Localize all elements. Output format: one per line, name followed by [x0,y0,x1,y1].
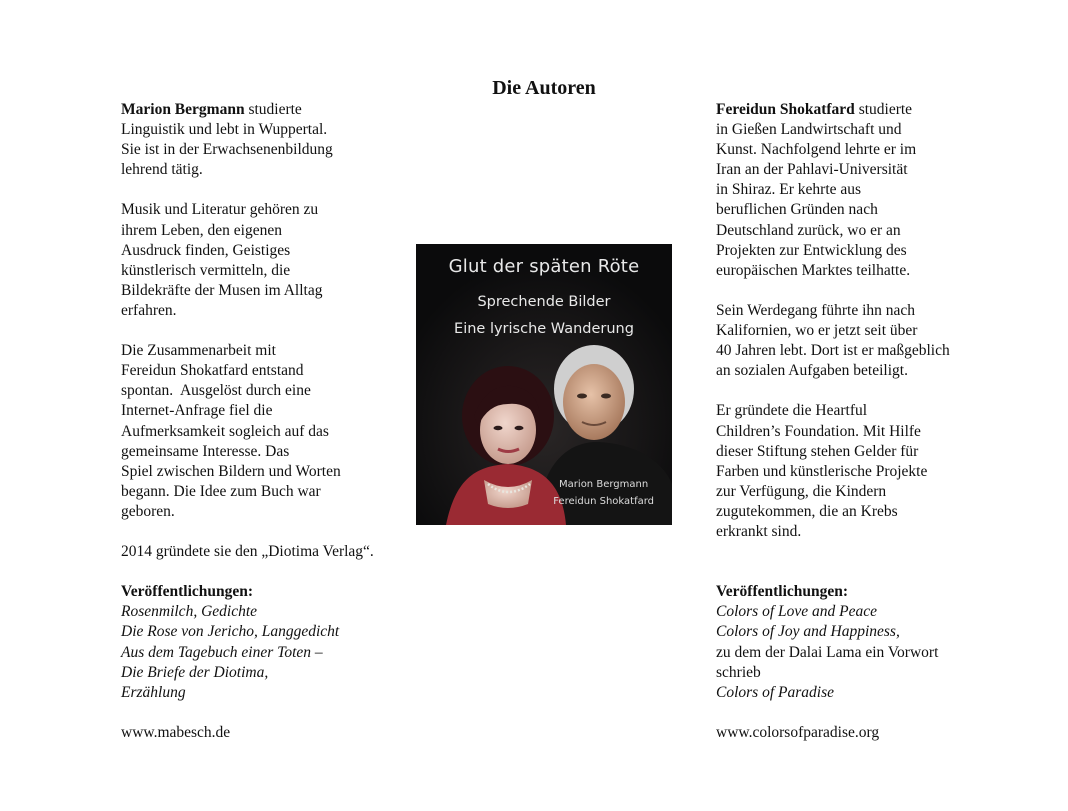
right-para2-line: 40 Jahren lebt. Dort ist er maßgeblich [716,342,950,360]
left-para3-line: Internet-Anfrage fiel die [121,402,273,420]
left-para2-line: Musik und Literatur gehören zu [121,201,319,219]
cover-subtitle: Eine lyrische Wanderung [454,321,634,337]
left-para4-line: 2014 gründete sie den „Diotima Verlag“. [121,543,374,561]
left-intro-line: Sie ist in der Erwachsenenbildung [121,141,333,159]
left-publication-item: Die Rose von Jericho, Langgedicht [121,623,340,641]
left-para3-line: geboren. [121,502,175,520]
right-website-link[interactable]: www.colorsofparadise.org [716,723,880,741]
left-para2-line: Bildekräfte der Musen im Alltag [121,281,323,299]
left-publication-item: Aus dem Tagebuch einer Toten – [121,643,323,661]
left-intro-line: Linguistik und lebt in Wuppertal. [121,121,328,139]
cover-title: Glut der späten Röte [448,256,640,277]
right-intro-line: Projekten zur Entwicklung des [716,241,907,259]
author-column-right [716,100,1016,743]
right-publication-item: Colors of Paradise [716,683,834,701]
right-author-name: Fereidun Shokatfard [716,101,855,118]
page-title: Die Autoren [492,77,596,99]
right-intro-line: Deutschland zurück, wo er an [716,221,901,239]
left-publication-item: Rosenmilch, Gedichte [121,603,258,621]
left-publication-item: Erzählung [121,683,186,701]
right-publication-item: Colors of Joy and Happiness, [716,623,900,641]
left-para2-line: Ausdruck finden, Geistiges [121,241,291,259]
left-para3-line: Fereidun Shokatfard entstand [121,362,304,380]
left-para3-line: Spiel zwischen Bildern und Worten [121,462,341,480]
right-publication-item: Colors of Love and Peace [716,603,878,621]
right-publication-item: zu dem der Dalai Lama ein Vorwort [716,643,939,661]
right-publication-item: schrieb [716,663,761,681]
cover-subtitle: Sprechende Bilder [477,294,611,310]
left-para2-line: künstlerisch vermitteln, die [121,261,291,279]
right-intro-line: beruflichen Gründen nach [716,201,878,219]
right-intro-line: europäischen Marktes teilhatte. [716,261,911,279]
book-cover-image [416,244,672,525]
right-intro-line: Kunst. Nachfolgend lehrte er im [716,141,917,159]
left-author-name: Marion Bergmann [121,101,245,118]
right-intro-line: in Gießen Landwirtschaft und [716,121,902,139]
right-para3-line: zur Verfügung, die Kindern [716,482,887,500]
left-para3-line: Aufmerksamkeit sogleich auf das [121,422,329,440]
right-para3-line: erkrankt sind. [716,522,802,540]
left-website-link[interactable]: www.mabesch.de [121,723,231,741]
left-para3-line: Die Zusammenarbeit mit [121,342,276,360]
right-publications-heading: Veröffentlichungen: [716,583,849,601]
left-para3-line: gemeinsame Interesse. Das [121,442,290,460]
left-para2-line: erfahren. [121,301,177,319]
left-publications-heading: Veröffentlichungen: [121,583,254,601]
right-para3-line: Farben und künstlerische Projekte [716,462,928,480]
cover-authors [553,476,654,510]
left-para2-line: ihrem Leben, den eigenen [121,221,282,239]
cover-author-name: Fereidun Shokatfard [553,496,654,507]
left-intro-first-line [121,100,401,120]
author-column-left [121,100,401,743]
left-intro-tail: studierte [244,101,302,118]
left-para3-line: spontan. Ausgelöst durch eine [121,382,311,400]
right-para3-line: dieser Stiftung stehen Gelder für [716,442,919,460]
left-para3-line: begann. Die Idee zum Buch war [121,482,321,500]
right-para3-line: Er gründete die Heartful [716,402,868,420]
right-para2-line: Kalifornien, wo er jetzt seit über [716,322,918,340]
cover-author-name: Marion Bergmann [559,479,649,490]
right-para3-line: zugutekommen, die an Krebs [716,502,898,520]
right-para2-line: an sozialen Aufgaben beteiligt. [716,362,908,380]
left-publication-item: Die Briefe der Diotima, [121,663,269,681]
right-para3-line: Children’s Foundation. Mit Hilfe [716,422,921,440]
right-intro-line: in Shiraz. Er kehrte aus [716,181,862,199]
right-intro-line: Iran an der Pahlavi-Universität [716,161,908,179]
right-para2-line: Sein Werdegang führte ihn nach [716,301,916,319]
right-intro-tail: studierte [854,101,913,118]
left-intro-line: lehrend tätig. [121,161,203,179]
right-intro-first-line [716,100,1016,120]
